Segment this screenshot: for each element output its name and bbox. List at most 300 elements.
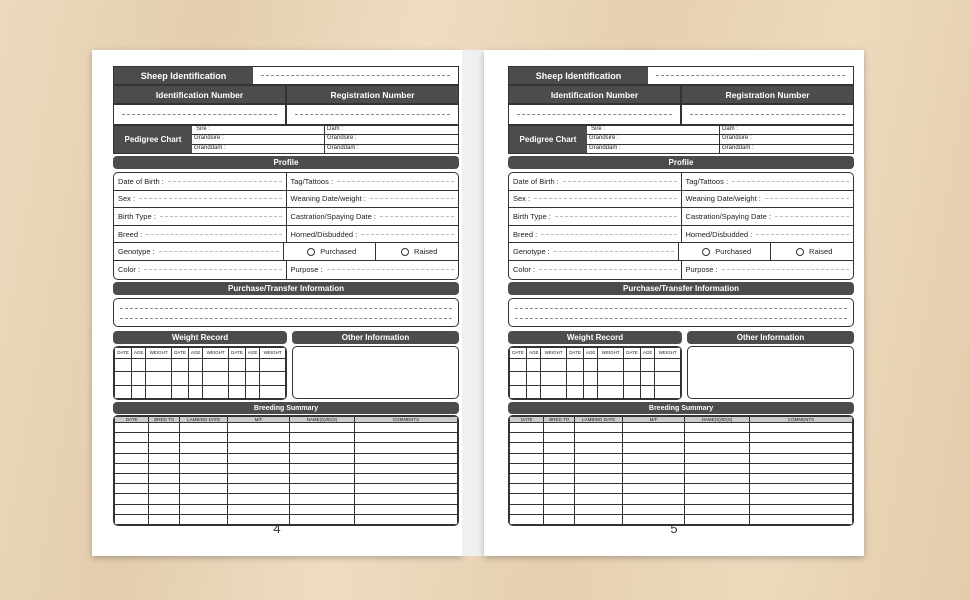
weight-cell[interactable] [171,385,188,399]
weight-cell[interactable] [541,385,567,399]
table-row [510,504,853,514]
weight-cell[interactable] [566,372,583,386]
breeding-cell[interactable] [289,484,354,494]
tag-tattoos-field[interactable] [286,173,459,190]
breeding-cell[interactable] [289,433,354,443]
weight-cell[interactable] [260,372,286,386]
identification-number-field[interactable] [122,114,277,115]
breeding-cell[interactable] [575,463,623,473]
breeding-cell[interactable] [510,504,544,514]
sire-grandsire-field[interactable]: Grandsire : [587,135,720,144]
weight-cell[interactable] [541,358,567,372]
sire-field[interactable]: Sire : [192,126,325,135]
breeding-cell[interactable] [544,453,575,463]
weight-cell[interactable] [641,372,655,386]
breeding-cell[interactable] [228,484,290,494]
breeding-cell[interactable] [623,433,685,443]
field-label: Genotype : [118,247,155,257]
breeding-cell[interactable] [355,433,458,443]
weight-cell[interactable] [115,372,132,386]
breeding-cell[interactable] [623,453,685,463]
weight-record-header: Weight Record [508,331,682,344]
profile-header: Profile [508,156,854,169]
breeding-cell[interactable] [750,494,853,504]
horned-field[interactable] [286,226,459,243]
weight-cell[interactable] [189,372,203,386]
registration-number-header: Registration Number [286,85,459,104]
breeding-cell[interactable] [289,423,354,433]
genotype-field[interactable] [114,243,283,260]
breeding-summary-header: Breeding Summary [508,402,854,414]
weight-column-header: AGE [527,347,541,358]
breeding-cell[interactable] [623,443,685,453]
breeding-cell[interactable] [289,453,354,463]
breeding-cell[interactable] [623,484,685,494]
sire-grandsire-field[interactable]: Grandsire : [192,135,325,144]
dam-grandsire-field[interactable]: Grandsire : [325,135,458,144]
weight-cell[interactable] [228,358,245,372]
weight-cell[interactable] [527,385,541,399]
breeding-cell[interactable] [115,423,149,433]
registration-number-field[interactable] [295,114,450,115]
tag-tattoos-field[interactable] [681,173,854,190]
breeding-cell[interactable] [684,443,749,453]
weight-cell[interactable] [510,372,527,386]
breeding-cell[interactable] [355,463,458,473]
breeding-cell[interactable] [355,504,458,514]
profile-box [113,172,459,280]
breeding-cell[interactable] [684,463,749,473]
breeding-cell[interactable] [684,423,749,433]
breed-field[interactable] [114,226,286,243]
breeding-cell[interactable] [115,494,149,504]
weight-cell[interactable] [584,385,598,399]
breeding-cell[interactable] [115,504,149,514]
table-row [510,474,853,484]
table-row [510,494,853,504]
breeding-cell[interactable] [228,453,290,463]
breeding-cell[interactable] [544,484,575,494]
breeding-cell[interactable] [180,504,228,514]
breeding-cell[interactable] [510,453,544,463]
weight-column-header: DATE [115,347,132,358]
breeding-column-header: DATE [510,417,544,423]
weight-cell[interactable] [203,358,229,372]
weight-column-header: WEIGHT [655,347,681,358]
color-field[interactable] [114,261,286,279]
weight-cell[interactable] [623,358,640,372]
weight-cell[interactable] [527,372,541,386]
breeding-cell[interactable] [575,494,623,504]
breeding-cell[interactable] [544,504,575,514]
breeding-cell[interactable] [149,443,180,453]
weight-record-header: Weight Record [113,331,287,344]
weight-cell[interactable] [146,385,172,399]
weight-column-header: AGE [132,347,146,358]
weight-cell[interactable] [189,358,203,372]
table-row [510,423,853,433]
other-information-header: Other Information [292,331,459,344]
page-number: 4 [273,521,281,536]
pedigree-chart-label: Pedigree Chart [114,126,192,153]
breeding-cell[interactable] [289,443,354,453]
weight-record-table[interactable] [508,346,682,401]
field-label: Horned/Disbudded : [685,229,753,239]
breeding-cell[interactable] [149,494,180,504]
weight-cell[interactable] [189,385,203,399]
breeding-cell[interactable] [684,484,749,494]
table-row [510,453,853,463]
breeding-cell[interactable] [544,494,575,504]
field-label: Weaning Date/weight : [685,194,761,204]
breeding-cell[interactable] [149,433,180,443]
field-label: Birth Type : [513,211,551,221]
breeding-cell[interactable] [575,504,623,514]
breeding-cell[interactable] [510,494,544,504]
field-label: Raised [414,247,438,257]
breeding-cell[interactable] [575,433,623,443]
breeding-cell[interactable] [750,443,853,453]
breeding-cell[interactable] [115,433,149,443]
weight-cell[interactable] [146,372,172,386]
breeding-cell[interactable] [228,474,290,484]
purchased-radio[interactable] [678,243,770,260]
breeding-cell[interactable] [684,453,749,463]
breeding-cell[interactable] [510,474,544,484]
weight-cell[interactable] [132,372,146,386]
weight-cell[interactable] [203,385,229,399]
date-of-birth-field[interactable] [509,173,681,190]
breeding-cell[interactable] [684,494,749,504]
breeding-cell[interactable] [115,463,149,473]
table-row [115,474,458,484]
birth-type-field[interactable] [114,208,286,225]
breeding-cell[interactable] [623,504,685,514]
dam-grandsire-field[interactable]: Grandsire : [720,135,853,144]
weight-cell[interactable] [598,385,624,399]
breeding-cell[interactable] [355,443,458,453]
other-information-field[interactable] [687,346,854,399]
weight-cell[interactable] [623,372,640,386]
sex-field[interactable] [509,191,681,208]
breeding-cell[interactable] [623,423,685,433]
breeding-cell[interactable] [228,494,290,504]
field-label: Color : [118,265,141,275]
birth-type-field[interactable] [509,208,681,225]
table-row [510,463,853,473]
weight-column-header: WEIGHT [260,347,286,358]
table-row [510,484,853,494]
weight-cell[interactable] [641,358,655,372]
breeding-cell[interactable] [623,494,685,504]
table-row [510,433,853,443]
breeding-cell[interactable] [623,474,685,484]
sheep-record-form [113,66,459,526]
sex-field[interactable] [114,191,286,208]
weight-cell[interactable] [228,372,245,386]
breeding-summary-table[interactable] [113,415,459,526]
weight-cell[interactable] [171,358,188,372]
field-label: Tag/Tattoos : [685,176,729,186]
breeding-cell[interactable] [510,423,544,433]
breeding-cell[interactable] [575,484,623,494]
breeding-cell[interactable] [750,423,853,433]
field-label: Castration/Spaying Date : [290,211,376,221]
weight-cell[interactable] [146,358,172,372]
identification-number-header: Identification Number [508,85,681,104]
weight-cell[interactable] [510,385,527,399]
other-information-field[interactable] [292,346,459,399]
identification-number-field[interactable] [517,114,672,115]
breeding-cell[interactable] [750,474,853,484]
breeding-cell[interactable] [750,504,853,514]
sire-granddam-field[interactable]: Granddam : [587,145,720,153]
breeding-cell[interactable] [575,443,623,453]
breeding-cell[interactable] [750,433,853,443]
page-5 [484,50,864,556]
profile-header: Profile [113,156,459,169]
breeding-cell[interactable] [180,433,228,443]
radio-icon [702,248,710,256]
breeding-column-header: M/F [228,417,290,423]
horned-field[interactable] [681,226,854,243]
weight-cell[interactable] [246,372,260,386]
weight-cell[interactable] [566,385,583,399]
weight-cell[interactable] [132,358,146,372]
weight-cell[interactable] [132,385,146,399]
weight-column-header: AGE [189,347,203,358]
raised-radio[interactable] [770,243,853,260]
castration-field[interactable] [681,208,854,225]
breeding-summary-table[interactable] [508,415,854,526]
field-label: Birth Type : [118,211,156,221]
page-number: 5 [670,521,678,536]
weight-cell[interactable] [115,358,132,372]
castration-field[interactable] [286,208,459,225]
breeding-cell[interactable] [289,463,354,473]
breeding-column-header: LAMBING DATE [180,417,228,423]
weight-cell[interactable] [566,358,583,372]
sire-field[interactable]: Sire : [587,126,720,135]
weight-cell[interactable] [171,372,188,386]
registration-number-header: Registration Number [681,85,854,104]
breeding-cell[interactable] [115,484,149,494]
weight-column-header: DATE [171,347,188,358]
dam-field[interactable]: Dam : [720,126,853,135]
weight-record-table[interactable] [113,346,287,401]
breeding-column-header: NAME(S)/ID(S) [684,417,749,423]
weight-cell[interactable] [260,358,286,372]
dam-field[interactable]: Dam : [325,126,458,135]
breeding-cell[interactable] [510,443,544,453]
field-label: Breed : [118,229,143,239]
breeding-cell[interactable] [115,443,149,453]
dam-granddam-field[interactable]: Granddam : [722,144,754,151]
genotype-field[interactable] [509,243,678,260]
field-label: Horned/Disbudded : [290,229,358,239]
weight-column-header: WEIGHT [146,347,172,358]
weight-cell[interactable] [598,372,624,386]
weight-column-header: AGE [641,347,655,358]
breeding-column-header: BRED TO [149,417,180,423]
weight-cell[interactable] [527,358,541,372]
breeding-cell[interactable] [228,504,290,514]
table-row [115,494,458,504]
purchase-transfer-field[interactable] [113,298,459,327]
field-label: Sex : [513,194,531,204]
weight-cell[interactable] [655,358,681,372]
breeding-cell[interactable] [149,453,180,463]
breeding-cell[interactable] [544,423,575,433]
breeding-cell[interactable] [355,453,458,463]
weight-column-header: WEIGHT [598,347,624,358]
raised-radio[interactable] [375,243,458,260]
field-label: Date of Birth : [513,176,559,186]
breeding-cell[interactable] [684,504,749,514]
other-information-header: Other Information [687,331,854,344]
breeding-cell[interactable] [750,463,853,473]
table-row [115,453,458,463]
breeding-cell[interactable] [149,484,180,494]
weight-column-header: DATE [228,347,245,358]
weight-cell[interactable] [641,385,655,399]
weight-cell[interactable] [115,385,132,399]
breeding-cell[interactable] [544,463,575,473]
breeding-cell[interactable] [228,433,290,443]
breeding-cell[interactable] [510,433,544,443]
breeding-column-header: BRED TO [544,417,575,423]
purchased-radio[interactable] [283,243,375,260]
field-label: Purpose : [290,265,323,275]
breeding-cell[interactable] [575,453,623,463]
sire-granddam-field[interactable]: Granddam : [192,145,325,153]
breeding-column-header: NAME(S)/ID(S) [289,417,354,423]
breeding-cell[interactable] [289,474,354,484]
breeding-cell[interactable] [623,463,685,473]
breeding-cell[interactable] [575,423,623,433]
table-row [115,504,458,514]
breeding-cell[interactable] [180,443,228,453]
breeding-cell[interactable] [684,474,749,484]
breeding-cell[interactable] [149,423,180,433]
radio-icon [401,248,409,256]
breeding-cell[interactable] [289,494,354,504]
weight-cell[interactable] [260,385,286,399]
table-row [115,423,458,433]
breeding-column-header: DATE [115,417,149,423]
breeding-cell[interactable] [180,484,228,494]
weaning-field[interactable] [286,191,459,208]
breeding-cell[interactable] [684,433,749,443]
breeding-cell[interactable] [149,504,180,514]
weight-cell[interactable] [203,372,229,386]
weight-cell[interactable] [623,385,640,399]
breeding-cell[interactable] [180,453,228,463]
weight-column-header: DATE [623,347,640,358]
sheep-record-form [508,66,854,526]
breeding-cell[interactable] [355,474,458,484]
breeding-cell[interactable] [180,494,228,504]
breeding-cell[interactable] [149,474,180,484]
radio-icon [796,248,804,256]
breeding-cell[interactable] [289,504,354,514]
breeding-cell[interactable] [180,423,228,433]
purchase-transfer-field[interactable] [508,298,854,327]
sheep-identification-field[interactable] [656,75,845,76]
breeding-cell[interactable] [510,484,544,494]
weight-cell[interactable] [584,358,598,372]
field-label: Color : [513,265,536,275]
color-field[interactable] [509,261,681,279]
table-row [115,433,458,443]
breeding-cell[interactable] [544,474,575,484]
weight-column-header: WEIGHT [203,347,229,358]
identification-number-header: Identification Number [113,85,286,104]
breeding-cell[interactable] [355,484,458,494]
purpose-field[interactable] [286,261,459,279]
weight-cell[interactable] [246,385,260,399]
breeding-column-header: COMMENTS [750,417,853,423]
breeding-cell[interactable] [544,433,575,443]
breeding-cell[interactable] [115,453,149,463]
field-label: Sex : [118,194,136,204]
breeding-cell[interactable] [180,474,228,484]
weight-cell[interactable] [584,372,598,386]
weight-cell[interactable] [246,358,260,372]
weaning-field[interactable] [681,191,854,208]
date-of-birth-field[interactable] [114,173,286,190]
breeding-cell[interactable] [115,474,149,484]
breeding-cell[interactable] [544,443,575,453]
weight-cell[interactable] [510,358,527,372]
breeding-cell[interactable] [228,463,290,473]
weight-cell[interactable] [655,385,681,399]
field-label: Purpose : [685,265,718,275]
sheep-identification-field[interactable] [261,75,450,76]
weight-cell[interactable] [598,358,624,372]
sheep-identification-label: Sheep Identification [114,67,253,84]
field-label: Purchased [320,247,357,257]
breeding-cell[interactable] [355,423,458,433]
weight-cell[interactable] [655,372,681,386]
table-row [115,443,458,453]
breeding-cell[interactable] [180,463,228,473]
breeding-column-header: LAMBING DATE [575,417,623,423]
registration-number-field[interactable] [690,114,845,115]
radio-icon [307,248,315,256]
breeding-cell[interactable] [228,423,290,433]
dam-granddam-field[interactable]: Granddam : [327,144,359,151]
purchase-transfer-header: Purchase/Transfer Information [508,282,854,295]
breed-field[interactable] [509,226,681,243]
breeding-cell[interactable] [228,443,290,453]
weight-cell[interactable] [228,385,245,399]
breeding-column-header: M/F [623,417,685,423]
breeding-cell[interactable] [510,463,544,473]
field-label: Castration/Spaying Date : [685,211,771,221]
table-row [510,443,853,453]
weight-cell[interactable] [541,372,567,386]
breeding-cell[interactable] [575,474,623,484]
profile-box [508,172,854,280]
breeding-cell[interactable] [355,494,458,504]
breeding-cell[interactable] [750,484,853,494]
table-row [115,484,458,494]
field-label: Genotype : [513,247,550,257]
breeding-cell[interactable] [750,453,853,463]
breeding-cell[interactable] [149,463,180,473]
purpose-field[interactable] [681,261,854,279]
